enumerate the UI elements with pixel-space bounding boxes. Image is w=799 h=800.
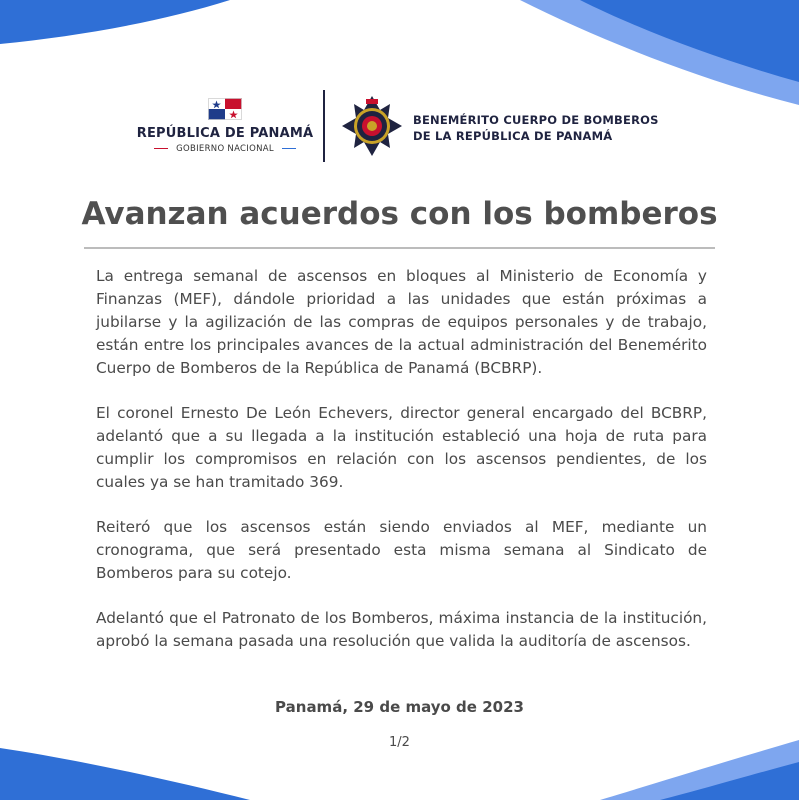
- country-name: REPÚBLICA DE PANAMÁ: [136, 126, 314, 141]
- government-label: GOBIERNO NACIONAL: [176, 144, 274, 154]
- date-line: Panamá, 29 de mayo de 2023: [275, 698, 524, 716]
- top-left-swoosh: [0, 0, 230, 44]
- article-body: [96, 265, 707, 675]
- paragraph-3: Reiteró que los ascensos están siendo enviados al MEF, mediante un cronograma, que será presentado esta misma semana al Sindicato de Bomberos para su cotejo.: [96, 518, 707, 582]
- institution-name-line-1: BENEMÉRITO CUERPO DE BOMBEROS: [413, 113, 659, 127]
- paragraph-1: La entrega semanal de ascensos en bloques al Ministerio de Economía y Finanzas (MEF), dándole prioridad a las unidades que están próximas a jubilarse y la agilización de las compras de equipos personales y de trabajo, están entre los principales avances de la actual administración del Benemérito Cuerpo de Bomberos de la República de Panamá (BCBRP).: [96, 267, 707, 377]
- panama-flag-icon: [208, 98, 242, 120]
- title-divider: [84, 247, 715, 249]
- header: [0, 88, 799, 168]
- header-divider: [323, 90, 325, 162]
- red-line: [154, 148, 168, 149]
- fire-department-badge-icon: [340, 94, 404, 158]
- page-title: Avanzan acuerdos con los bomberos: [81, 196, 718, 232]
- government-label-row: [120, 144, 330, 154]
- bottom-left-swoosh: [0, 748, 250, 800]
- paragraph-2: El coronel Ernesto De León Echevers, director general encargado del BCBRP, adelantó que a su llegada a la institución estableció una hoja de ruta para cumplir los compromisos en relación con los ascensos pendientes, de los cuales ya se han tramitado 369.: [96, 404, 707, 491]
- blue-line: [282, 148, 296, 149]
- institution-name-line-2: DE LA REPÚBLICA DE PANAMÁ: [413, 129, 613, 143]
- paragraph-4: Adelantó que el Patronato de los Bomberos, máxima instancia de la institución, aprobó la semana pasada una resolución que valida la auditoría de ascensos.: [96, 609, 707, 650]
- institution-name: [413, 112, 713, 144]
- page-indicator: 1/2: [389, 735, 410, 750]
